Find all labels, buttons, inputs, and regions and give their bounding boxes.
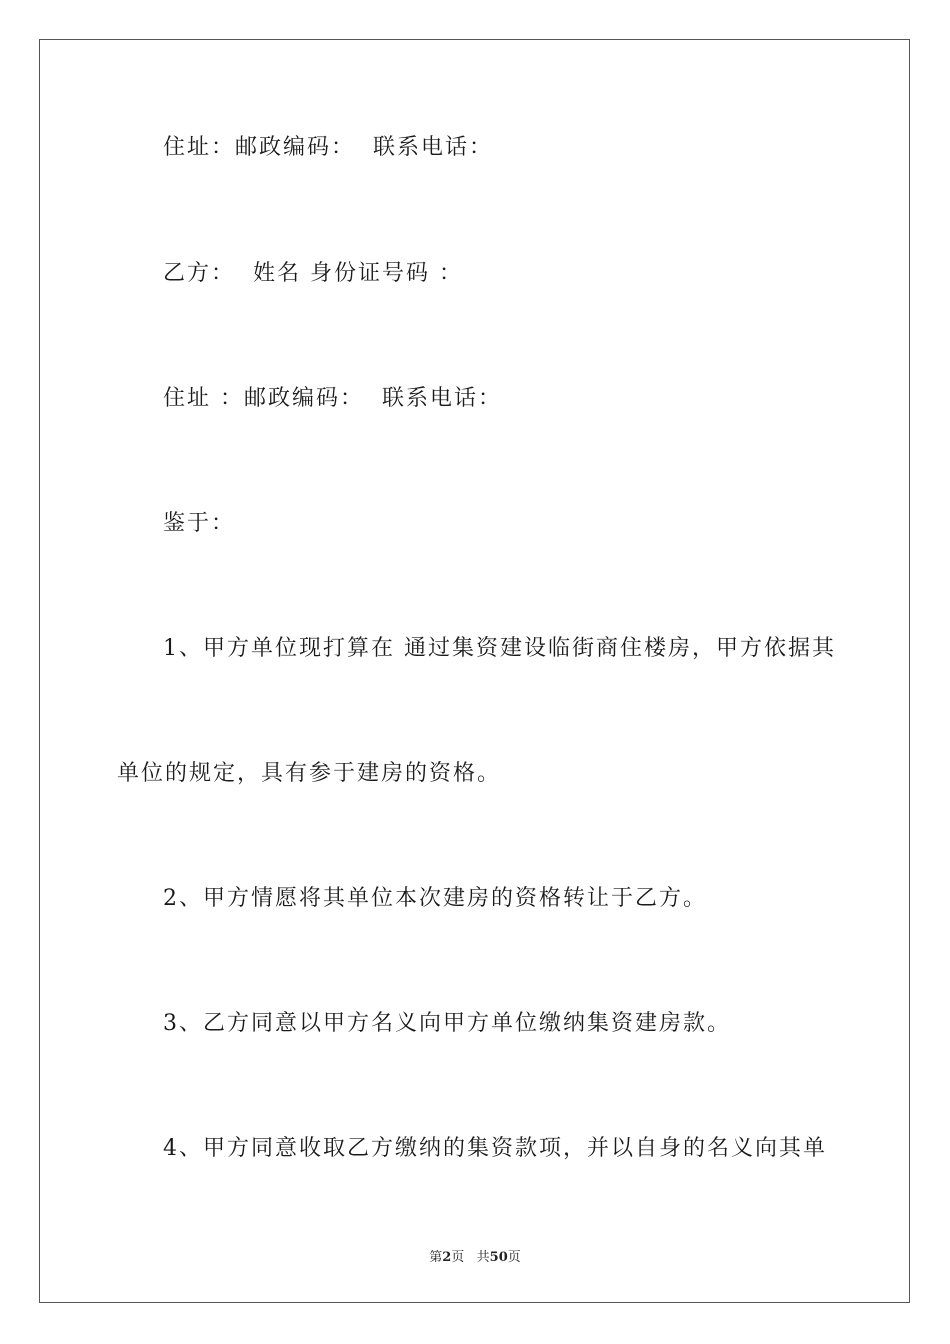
footer-page-prefix: 第 [429,1250,443,1265]
page-border [39,39,910,1303]
whereas-heading: 鉴于： [163,511,236,536]
clause-1-line-1: 1、甲方单位现打算在 通过集资建设临街商住楼房，甲方依据其 [163,636,836,661]
footer-total-pages: 50 [489,1250,508,1265]
address-contact-line-party-a: 住址：邮政编码： 联系电话： [163,135,493,160]
clause-4-line-1: 4、甲方同意收取乙方缴纳的集资款项，并以自身的名义向其单 [163,1136,827,1161]
clause-1-line-2: 单位的规定，具有参于建房的资格。 [117,761,502,786]
clause-2: 2、甲方情愿将其单位本次建房的资格转让于乙方。 [163,886,707,911]
address-contact-line-party-b: 住址 ：邮政编码： 联系电话： [163,386,502,411]
page-footer [0,1246,950,1265]
footer-total-suffix: 页 [507,1250,521,1265]
footer-page-number: 2 [442,1250,452,1265]
footer-page-suffix: 页 共 [451,1250,490,1265]
clause-3: 3、乙方同意以甲方名义向甲方单位缴纳集资建房款。 [163,1011,731,1036]
party-b-identity-line: 乙方： 姓名 身份证号码 ： [163,261,463,286]
